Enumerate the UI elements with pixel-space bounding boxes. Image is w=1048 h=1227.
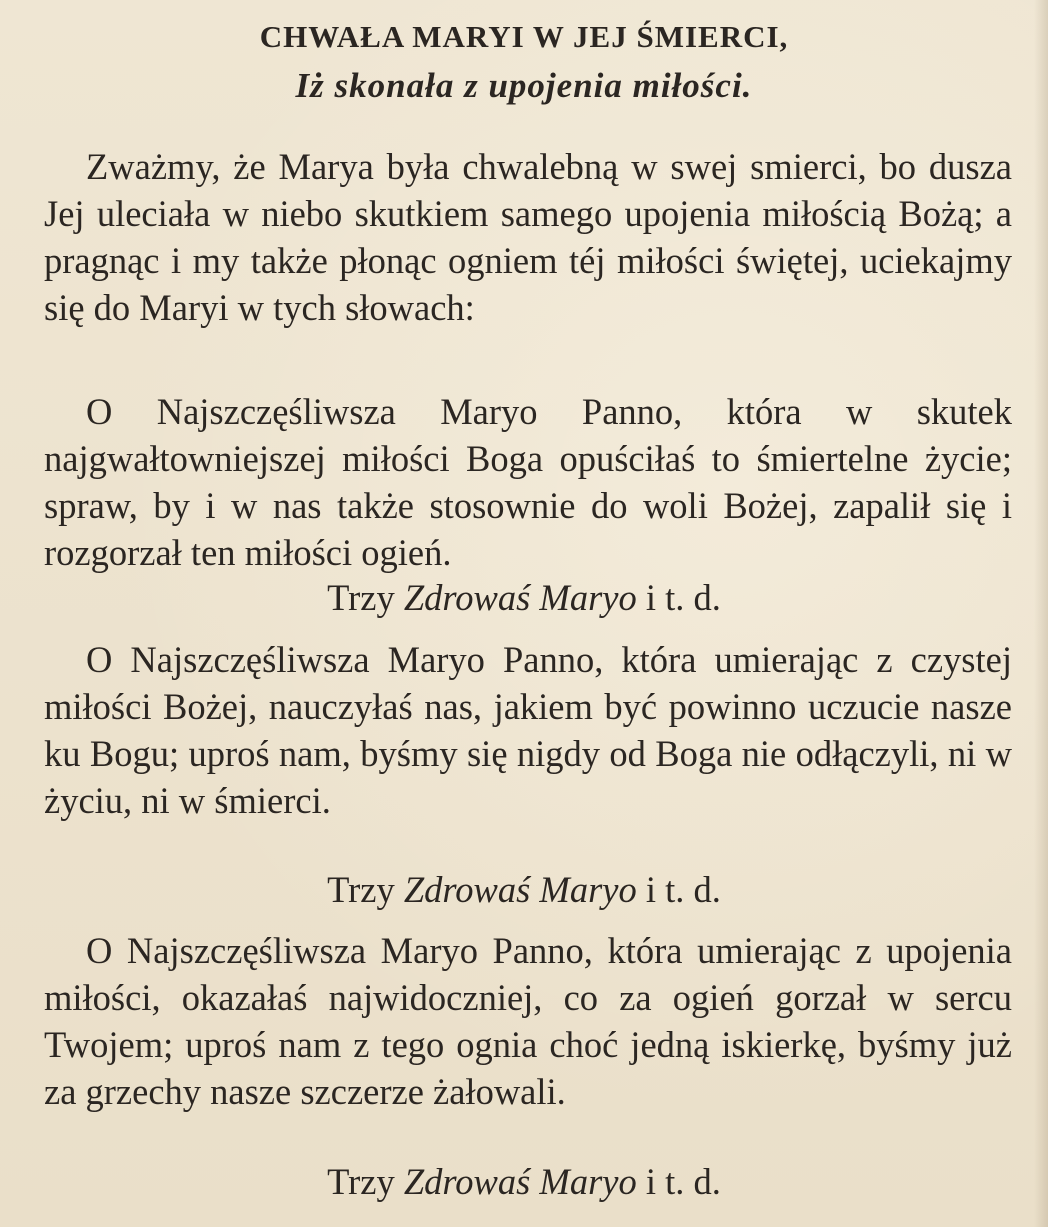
refrain-2 [0, 868, 1048, 912]
refrain-prefix: Trzy [327, 1161, 395, 1202]
refrain-emphasis: Zdrowaś Maryo [403, 869, 637, 910]
refrain-suffix: i t. d. [645, 1161, 721, 1202]
refrain-3 [0, 1160, 1048, 1204]
chapter-heading: CHWAŁA MARYI W JEJ ŚMIERCI, [259, 19, 789, 54]
paragraph-intro [44, 143, 1012, 331]
prayer-paragraph-2 [44, 636, 1012, 824]
prayer-paragraph-2-text: O Najszczęśliwsza Maryo Panno, która umierając z czystej miłości Bożej, nauczyłaś nas, jakiem być powinno uczucie nasze ku Bogu; uproś nam, byśmy się nigdy od Boga nie odłączyli, ni w życiu, ni w śmierci. [44, 639, 1012, 821]
refrain-suffix: i t. d. [645, 577, 721, 618]
prayer-paragraph-1-text: O Najszczęśliwsza Maryo Panno, która w skutek najgwałtowniejszej miłości Boga opuściłaś to śmiertelne życie; spraw, by i w nas także stosownie do woli Bożej, zapalił się i rozgorzał ten miłości ogień. [44, 391, 1012, 573]
prayer-paragraph-3-text: O Najszczęśliwsza Maryo Panno, która umierając z upojenia miłości, okazałaś najwidoczniej, co za ogień gorzał w sercu Twojem; uproś nam z tego ognia choć jedną iskierkę, byśmy już za grzechy nasze szczerze żałowali. [44, 930, 1012, 1112]
refrain-emphasis: Zdrowaś Maryo [403, 577, 637, 618]
chapter-subheading: Iż skonała z upojenia miłości. [295, 66, 753, 105]
prayer-paragraph-1 [44, 388, 1012, 576]
refrain-prefix: Trzy [327, 869, 395, 910]
refrain-suffix: i t. d. [645, 869, 721, 910]
prayer-paragraph-3 [44, 927, 1012, 1115]
refrain-prefix: Trzy [327, 577, 395, 618]
refrain-emphasis: Zdrowaś Maryo [403, 1161, 637, 1202]
refrain-1 [0, 576, 1048, 620]
paragraph-intro-text: Zważmy, że Marya była chwalebną w swej smierci, bo dusza Jej uleciała w niebo skutkiem samego upojenia miłością Bożą; a pragnąc i my także płonąc ogniem téj miłości świętej, uciekajmy się do Maryi w tych słowach: [44, 146, 1012, 328]
